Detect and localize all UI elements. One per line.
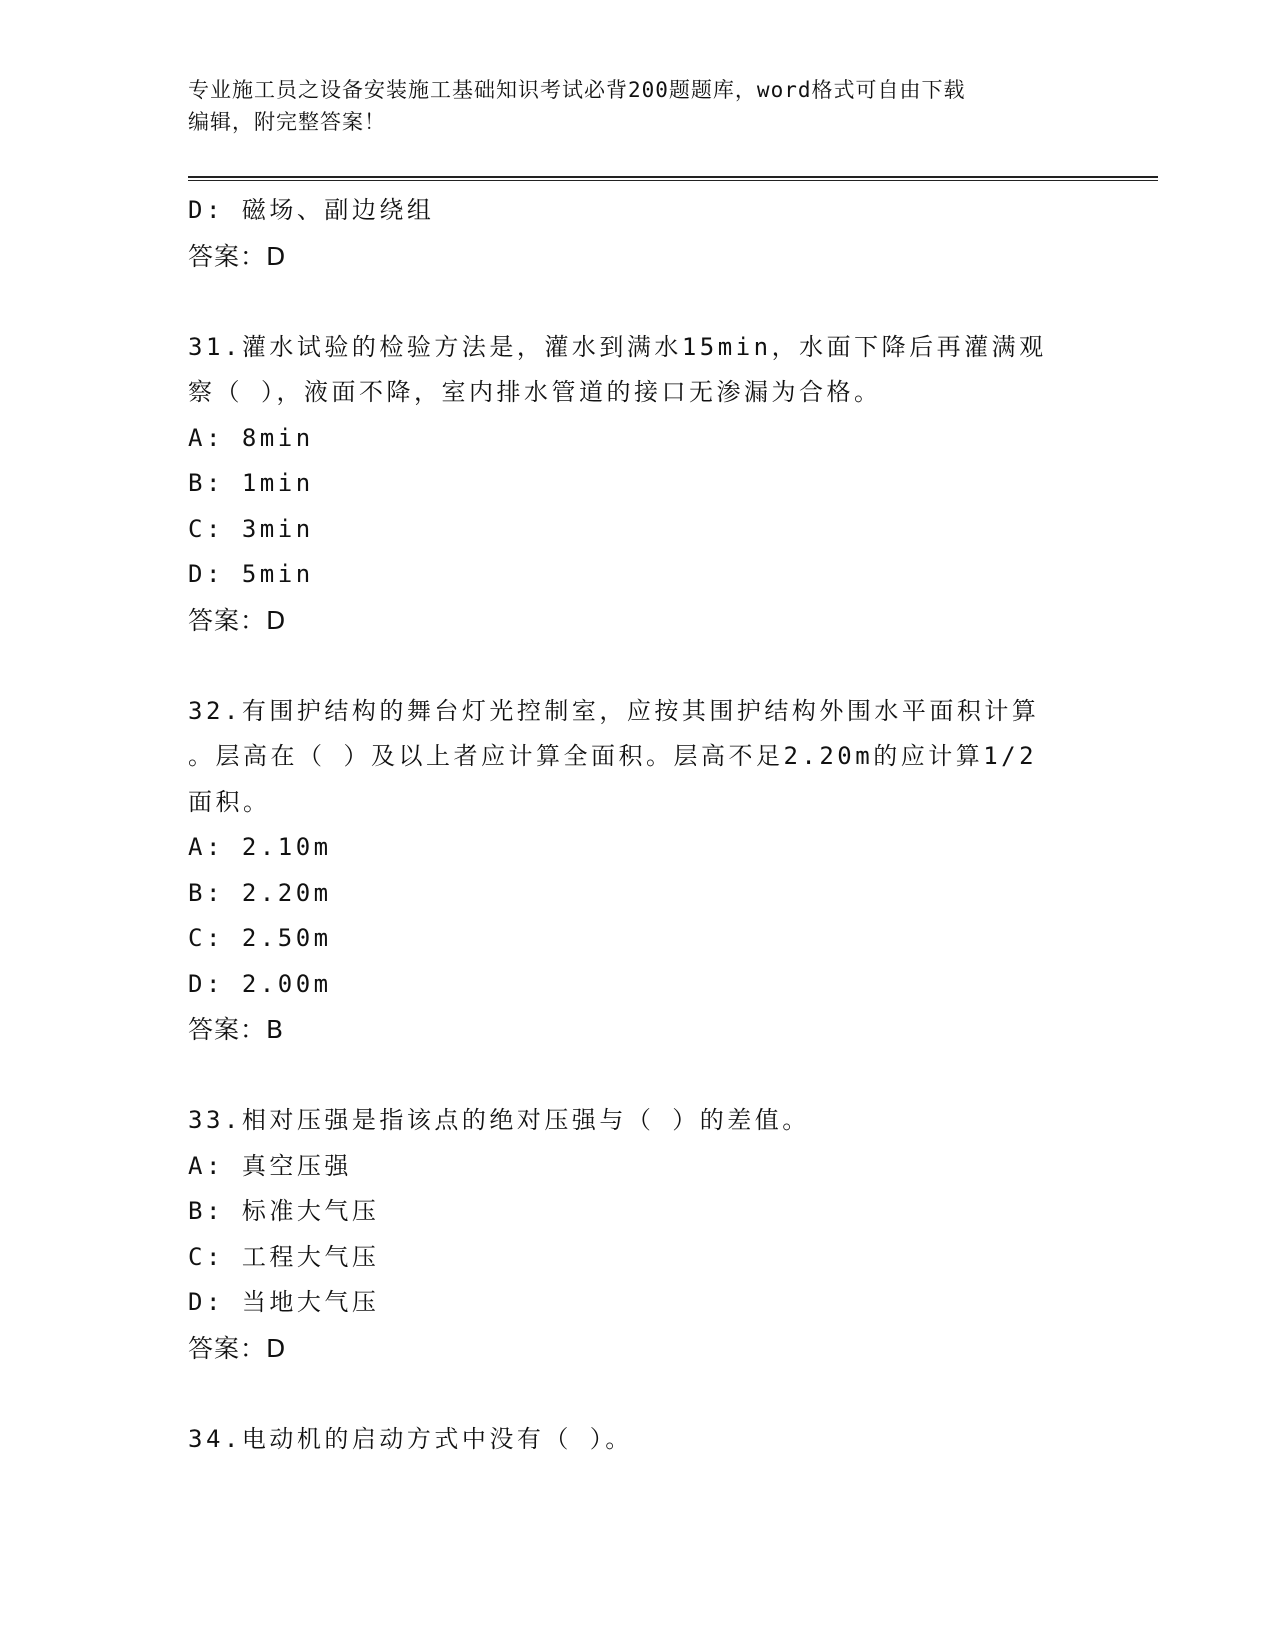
- question-30-tail: [188, 188, 1088, 279]
- spacer: [188, 1053, 1088, 1099]
- answer: 答案：D: [188, 605, 287, 635]
- option-c: C: 工程大气压: [188, 1242, 380, 1271]
- option-d: D: 2.00m: [188, 969, 332, 998]
- option-b: B: 2.20m: [188, 878, 332, 907]
- option-d: D: 当地大气压: [188, 1288, 380, 1316]
- question-text: 34.电动机的启动方式中没有（ ）。: [188, 1424, 633, 1453]
- option-d: D: 5min: [188, 560, 314, 588]
- question-text: 察（ ），液面不降，室内排水管道的接口无渗漏为合格。: [188, 378, 882, 406]
- header-divider: [188, 176, 1158, 181]
- document-body: [188, 188, 1088, 1462]
- header-title-line-1: 专业施工员之设备安装施工基础知识考试必背200题题库，word格式可自由下载: [188, 78, 966, 102]
- question-text: 31.灌水试验的检验方法是，灌水到满水15min，水面下降后再灌满观: [188, 332, 1047, 361]
- option-c: C: 3min: [188, 514, 314, 543]
- option-a: A: 8min: [188, 423, 314, 452]
- answer: 答案：B: [188, 1015, 285, 1044]
- spacer: [188, 643, 1088, 689]
- option-d: D: 磁场、副边绕组: [188, 196, 435, 224]
- option-c: C: 2.50m: [188, 924, 332, 952]
- spacer: [188, 1371, 1088, 1417]
- question-text: 面积。: [188, 787, 271, 816]
- question-31: [188, 325, 1088, 644]
- spacer: [188, 279, 1088, 325]
- header-title-line-2: 编辑，附完整答案！: [188, 110, 386, 134]
- question-32: [188, 689, 1088, 1053]
- question-33: [188, 1098, 1088, 1371]
- answer: 答案：D: [188, 1333, 287, 1363]
- question-text: 。层高在（ ）及以上者应计算全面积。层高不足2.20m的应计算1/2: [188, 742, 1038, 770]
- option-a: A: 真空压强: [188, 1151, 352, 1180]
- question-text: 32.有围护结构的舞台灯光控制室，应按其围护结构外围水平面积计算: [188, 696, 1040, 725]
- option-a: A: 2.10m: [188, 833, 332, 861]
- question-text: 33.相对压强是指该点的绝对压强与（ ）的差值。: [188, 1106, 810, 1134]
- question-34: [188, 1417, 1088, 1463]
- answer: 答案：D: [188, 241, 287, 271]
- page-header: [188, 74, 1078, 138]
- option-b: B: 1min: [188, 469, 314, 497]
- option-b: B: 标准大气压: [188, 1197, 380, 1225]
